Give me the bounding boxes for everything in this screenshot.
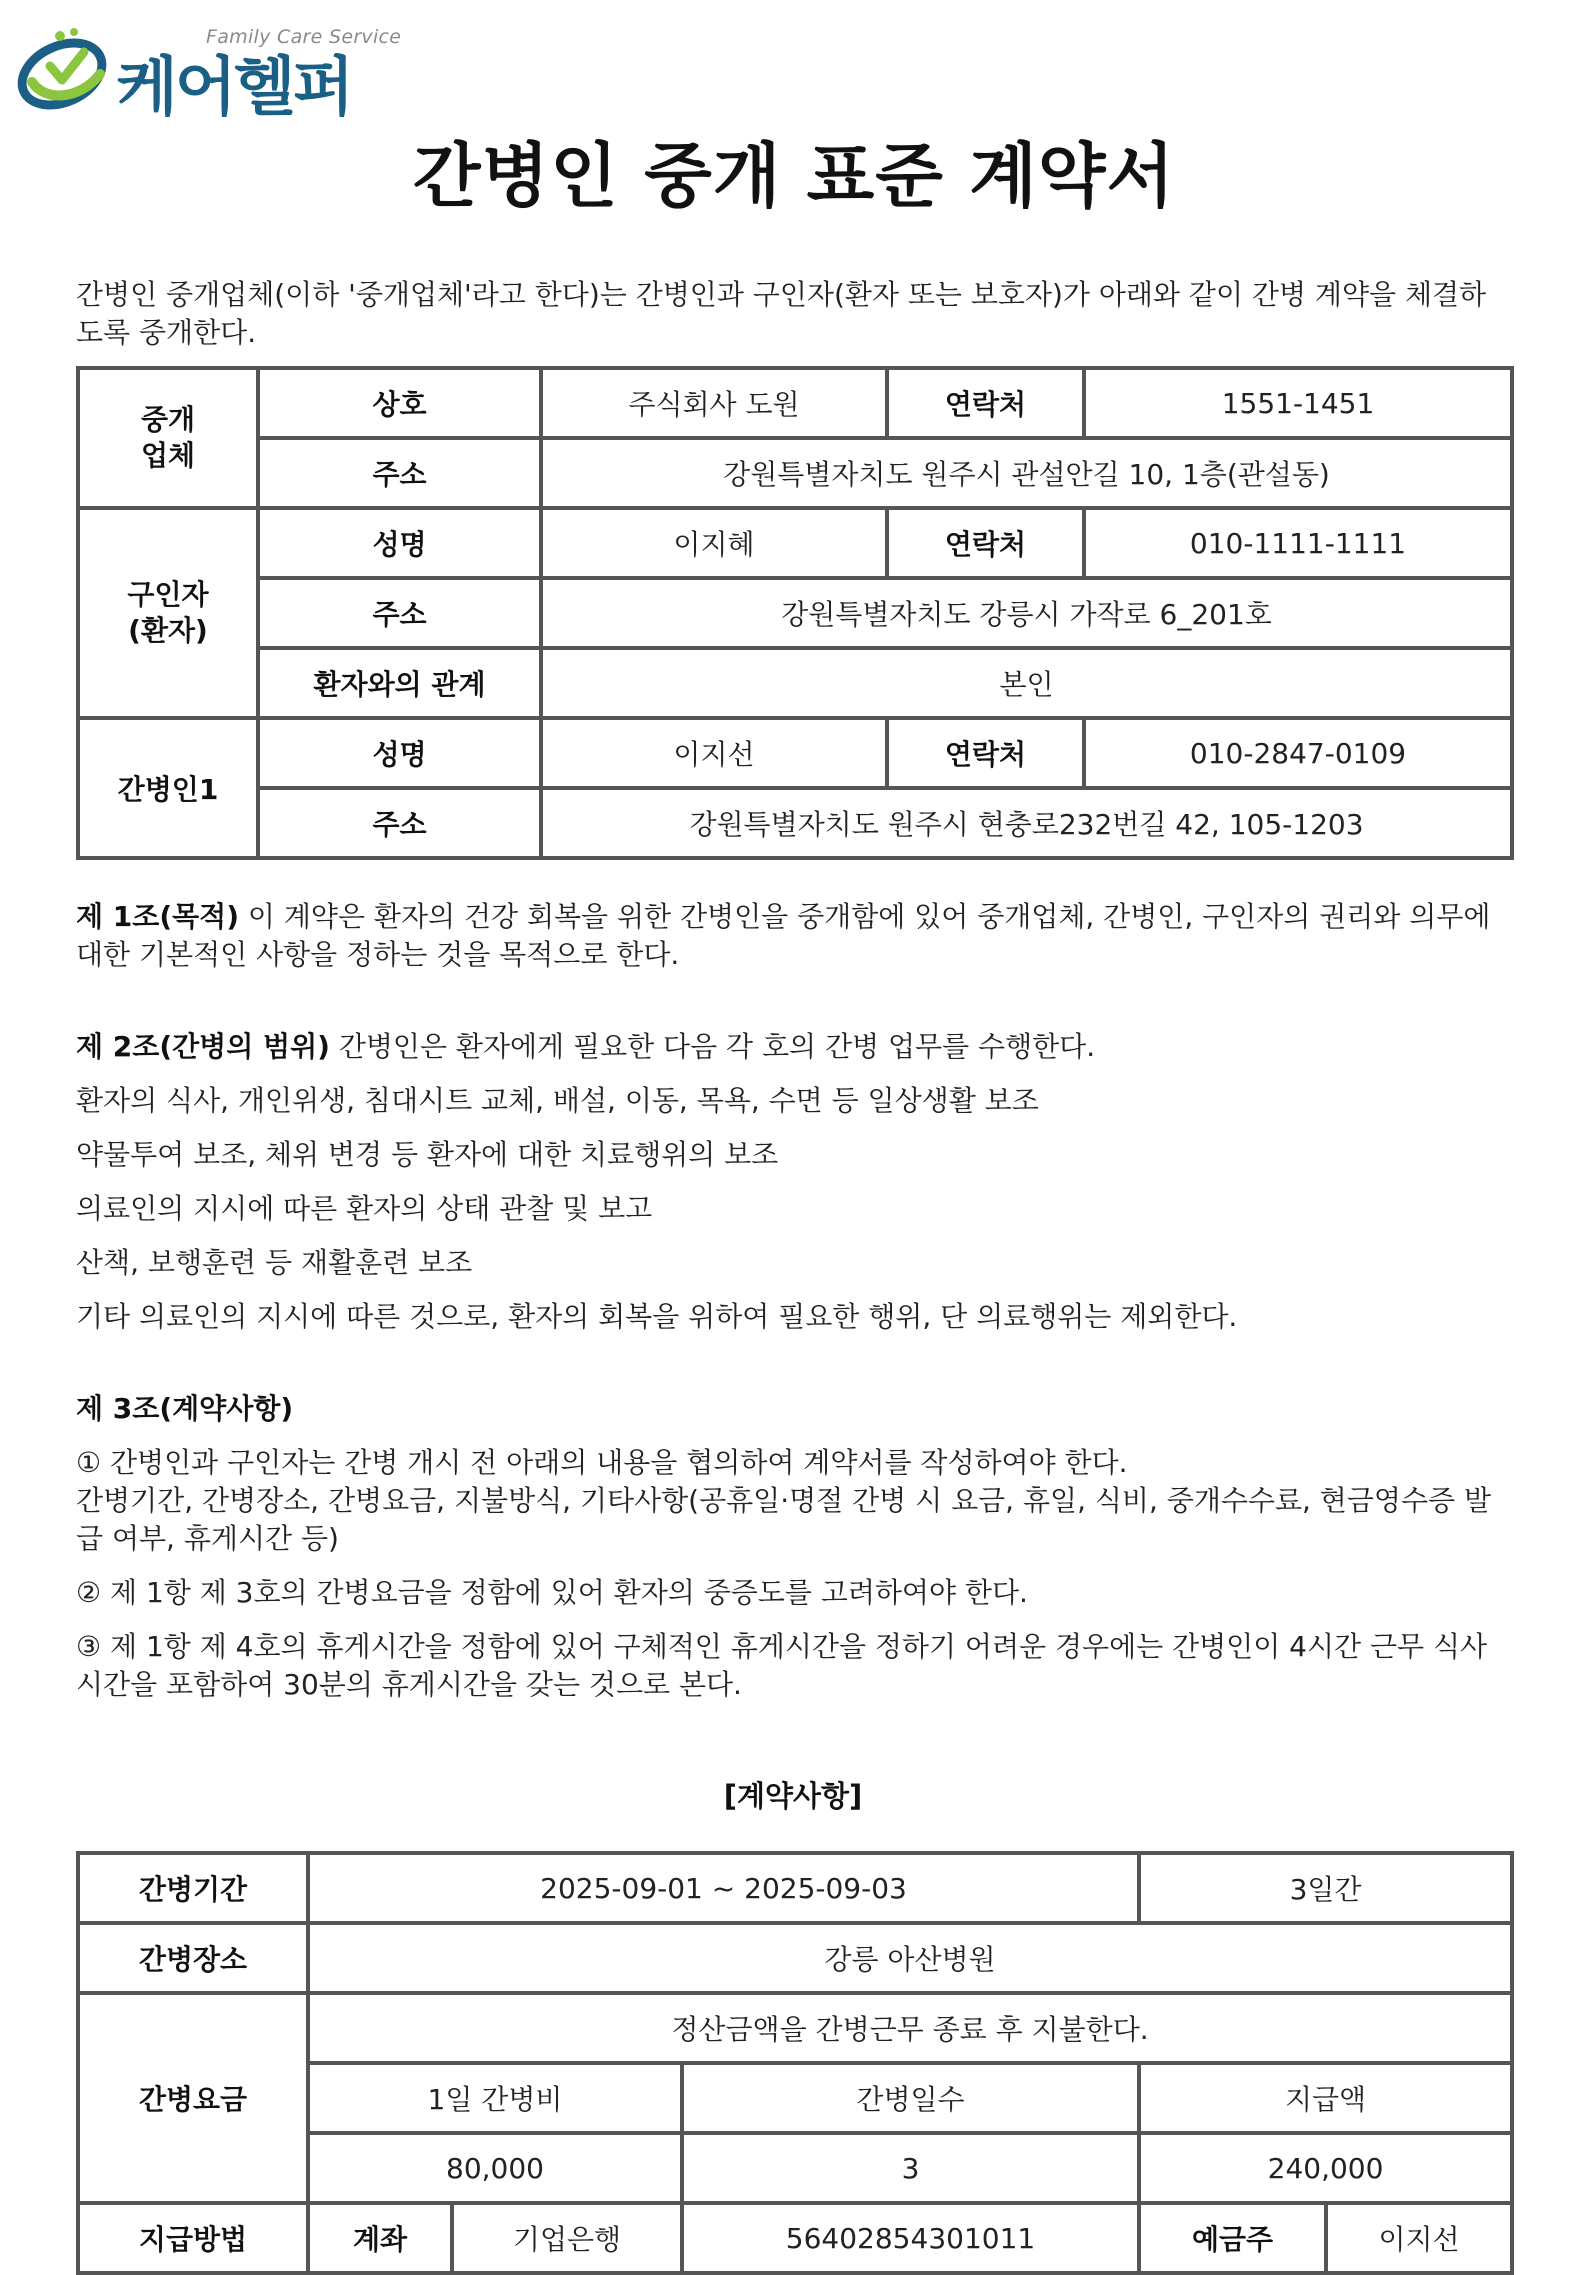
document-title: 간병인 중개 표준 계약서 xyxy=(412,135,1176,217)
article-3-head xyxy=(76,1390,1510,1428)
day-count-value: 3 xyxy=(682,2133,1139,2203)
client-address-label: 주소 xyxy=(258,578,541,648)
caregiver-address-label: 주소 xyxy=(258,788,541,858)
list-item: 환자의 식사, 개인위생, 침대시트 교체, 배설, 이동, 목욕, 수면 등 일상생활 보조 xyxy=(76,1084,1039,1117)
agency-contact-label: 연락처 xyxy=(887,368,1084,438)
table-row xyxy=(78,438,1512,508)
document-body xyxy=(76,276,1510,2275)
logo-brand: 케어헬퍼 xyxy=(116,51,352,125)
caregiver-name-label: 성명 xyxy=(258,718,541,788)
client-label: 구인자 (환자) xyxy=(78,508,258,718)
client-name-label: 성명 xyxy=(258,508,541,578)
intro-text: 간병인 중개업체(이하 '중개업체'라고 한다)는 간병인과 구인자(환자 또는 보호자)가 아래와 같이 간병 계약을 체결하도록 중개한다. xyxy=(76,278,1487,349)
contract-heading: [계약사항] xyxy=(723,1779,863,1813)
table-row xyxy=(78,1853,1512,1923)
parties-table xyxy=(76,366,1514,860)
article-3-para-1 xyxy=(76,1444,1510,1558)
caregiver-contact: 010-2847-0109 xyxy=(1084,718,1512,788)
article-1 xyxy=(76,898,1510,974)
agency-address-label: 주소 xyxy=(258,438,541,508)
daily-fee-value: 80,000 xyxy=(308,2133,682,2203)
agency-address: 강원특별자치도 원주시 관설안길 10, 1층(관설동) xyxy=(541,438,1512,508)
list-item: 기타 의료인의 지시에 따른 것으로, 환자의 회복을 위하여 필요한 행위, 단 의료행위는 제외한다. xyxy=(76,1300,1238,1333)
client-relation: 본인 xyxy=(541,648,1512,718)
caregiver-address: 강원특별자치도 원주시 현충로232번길 42, 105-1203 xyxy=(541,788,1512,858)
client-relation-label: 환자와의 관계 xyxy=(258,648,541,718)
article-3-title: 제 3조(계약사항) xyxy=(76,1392,294,1425)
caregiver-name: 이지선 xyxy=(541,718,887,788)
account-label: 계좌 xyxy=(308,2203,452,2273)
agency-name-label: 상호 xyxy=(258,368,541,438)
holder-name: 이지선 xyxy=(1326,2203,1512,2273)
caregiver-contact-label: 연락처 xyxy=(887,718,1084,788)
period-label: 간병기간 xyxy=(78,1853,308,1923)
fee-label: 간병요금 xyxy=(78,1993,308,2203)
article-1-text: 이 계약은 환자의 건강 회복을 위한 간병인을 중개함에 있어 중개업체, 간병인, 구인자의 권리와 의무에 대한 기본적인 사항을 정하는 것을 목적으로 한다. xyxy=(76,900,1491,971)
total-value: 240,000 xyxy=(1139,2133,1512,2203)
article-2-head: 제 2조(간병의 범위) xyxy=(76,1030,330,1063)
client-contact-label: 연락처 xyxy=(887,508,1084,578)
agency-contact: 1551-1451 xyxy=(1084,368,1512,438)
agency-label: 중개 업체 xyxy=(78,368,258,508)
list-item: 약물투여 보조, 체위 변경 등 환자에 대한 치료행위의 보조 xyxy=(76,1138,779,1171)
logo xyxy=(10,22,410,125)
total-label: 지급액 xyxy=(1139,2063,1512,2133)
table-row xyxy=(78,1993,1512,2063)
table-row xyxy=(78,788,1512,858)
period-value: 2025-09-01 ~ 2025-09-03 xyxy=(308,1853,1139,1923)
table-row xyxy=(78,718,1512,788)
table-row xyxy=(78,508,1512,578)
client-contact: 010-1111-1111 xyxy=(1084,508,1512,578)
article-3-para-1-detail: 간병기간, 간병장소, 간병요금, 지불방식, 기타사항(공휴일·명절 간병 시 요금, 휴일, 식비, 중개수수료, 현금영수증 발급 여부, 휴게시간 등) xyxy=(76,1484,1491,1555)
client-name: 이지혜 xyxy=(541,508,887,578)
table-row xyxy=(78,2203,1512,2273)
logo-swirl-icon xyxy=(10,22,120,122)
fee-note: 정산금액을 간병근무 종료 후 지불한다. xyxy=(308,1993,1512,2063)
account-number: 56402854301011 xyxy=(682,2203,1139,2273)
article-3-para-2: ② 제 1항 제 3호의 간병요금을 정함에 있어 환자의 중증도를 고려하여야 한다. xyxy=(76,1576,1028,1609)
agency-name: 주식회사 도원 xyxy=(541,368,887,438)
list-item: 의료인의 지시에 따른 환자의 상태 관찰 및 보고 xyxy=(76,1192,653,1225)
article-2 xyxy=(76,1028,1510,1066)
logo-tagline: Family Care Service xyxy=(206,26,402,48)
table-row xyxy=(78,648,1512,718)
daily-fee-label: 1일 간병비 xyxy=(308,2063,682,2133)
day-count-label: 간병일수 xyxy=(682,2063,1139,2133)
caregiver-label: 간병인1 xyxy=(78,718,258,858)
article-1-head: 제 1조(목적) xyxy=(76,900,240,933)
list-item: 산책, 보행훈련 등 재활훈련 보조 xyxy=(76,1246,473,1279)
client-address: 강원특별자치도 강릉시 가작로 6_201호 xyxy=(541,578,1512,648)
article-3-para-3: ③ 제 1항 제 4호의 휴게시간을 정함에 있어 구체적인 휴게시간을 정하기 어려운 경우에는 간병인이 4시간 근무 식사시간을 포함하여 30분의 휴게시간을 갖는 것으로 본다. xyxy=(76,1630,1488,1701)
bank-name: 기업은행 xyxy=(452,2203,682,2273)
place-value: 강릉 아산병원 xyxy=(308,1923,1512,1993)
holder-label: 예금주 xyxy=(1139,2203,1326,2273)
period-days: 3일간 xyxy=(1139,1853,1512,1923)
place-label: 간병장소 xyxy=(78,1923,308,1993)
contract-table xyxy=(76,1851,1514,2275)
article-3-para-1-main: ① 간병인과 구인자는 간병 개시 전 아래의 내용을 협의하여 계약서를 작성하여야 한다. xyxy=(76,1446,1128,1479)
table-row xyxy=(78,1923,1512,1993)
table-row xyxy=(78,368,1512,438)
article-2-text: 간병인은 환자에게 필요한 다음 각 호의 간병 업무를 수행한다. xyxy=(329,1030,1096,1063)
table-row xyxy=(78,578,1512,648)
payment-method-label: 지급방법 xyxy=(78,2203,308,2273)
